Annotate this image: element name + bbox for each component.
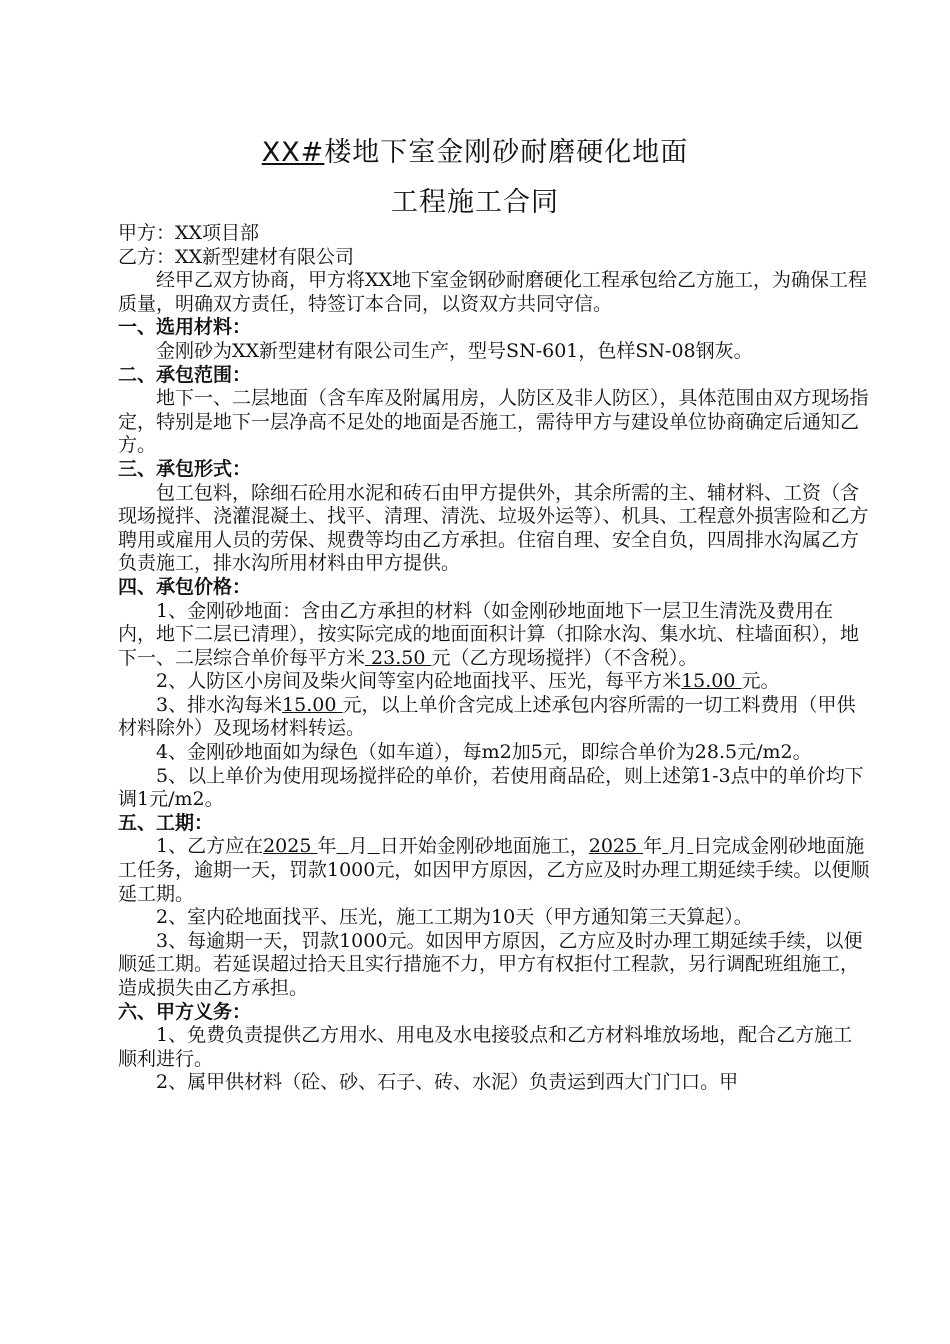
item-text: 元。 (741, 670, 780, 693)
item-text: 年 (317, 835, 337, 858)
item-text: 日开始金刚砂地面施工， (379, 835, 589, 858)
section-3-heading: 三、承包形式： (118, 457, 252, 480)
item-text: 日完成金刚砂地面施工任务，逾期一天，罚款1000元，如因甲方原因，乙方应及时办理工期延续手续。以便顺延工期。 (118, 835, 870, 905)
start-month-blank (337, 835, 349, 857)
item-text: 月 (668, 835, 688, 858)
contract-body (118, 222, 870, 1095)
section-2-text: 地下一、二层地面（含车库及附属用房，人防区及非人防区），具体范围由双方现场指定，特别是地下一层净高不足处的地面是否施工，需待甲方与建设单位协商确定后通知乙方。 (118, 387, 869, 457)
section-4-item-4: 4、金刚砂地面如为绿色（如车道），每m2加5元，即综合单价为28.5元/m2。 (156, 741, 812, 764)
party-b: 乙方：XX新型建材有限公司 (118, 245, 355, 268)
section-4-item-5: 5、以上单价为使用现场搅拌砼的单价，若使用商品砼，则上述第1-3点中的单价均下调1元/m2。 (118, 764, 864, 811)
section-4-item-3 (118, 694, 870, 741)
start-day-blank (368, 835, 380, 857)
end-year: 2025 (588, 835, 644, 858)
section-5-item-3: 3、每逾期一天，罚款1000元。如因甲方原因，乙方应及时办理工期延续手续，以便顺延工期。若延误超过拾天且实行措施不力，甲方有权拒付工程款，另行调配班组施工，造成损失由乙方承担。 (118, 929, 863, 999)
item-text: 1、金刚砂地面：含由乙方承担的材料（如金刚砂地面地下一层卫生清洗及费用在内，地下二层已清理），按实际完成的地面面积计算（扣除水沟、集水坑、柱墙面积），地下一、二层综合单价每平方米 (118, 599, 860, 669)
item-text: 元，以上单价含完成上述承包内容所需的一切工料费用（甲供材料除外）及现场材料转运。 (118, 693, 856, 740)
item-text: 元（乙方现场搅拌）（不含税）。 (431, 646, 698, 669)
unit-price-value: 15.00 (681, 670, 742, 693)
section-5-heading: 五、工期： (118, 811, 214, 834)
section-5-item-2: 2、室内砼地面找平、压光，施工工期为10天（甲方通知第三天算起）。 (156, 906, 753, 929)
section-1-text: 金刚砂为XX新型建材有限公司生产，型号SN-601，色样SN-08钢灰。 (156, 339, 753, 362)
party-a: 甲方：XX项目部 (118, 222, 260, 244)
section-3-text: 包工包料，除细石砼用水泥和砖石由甲方提供外，其余所需的主、辅材料、工资（含现场搅拌、浇灌混凝土、找平、清理、清洗、垃圾外运等）、机具、工程意外损害险和乙方聘用或雇用人员的劳保、规费等均由乙方承担。住宿自理、安全自负，四周排水沟属乙方负责施工，排水沟所用材料由甲方提供。 (118, 481, 869, 575)
section-6-item-1: 1、免费负责提供乙方用水、用电及水电接驳点和乙方材料堆放场地，配合乙方施工顺利进行。 (118, 1024, 853, 1070)
section-4-item-1 (118, 600, 870, 671)
section-6-heading: 六、甲方义务： (118, 1000, 252, 1023)
intro-paragraph: 经甲乙双方协商，甲方将XX地下室金钢砂耐磨硬化工程承包给乙方施工，为确保工程质量，明确双方责任，特签订本合同，以资双方共同守信。 (118, 269, 868, 315)
section-5-item-1 (118, 835, 870, 906)
unit-price-value: 23.50 (365, 646, 432, 669)
section-4-heading: 四、承包价格： (118, 575, 252, 598)
title-line1-text: 楼地下室金刚砂耐磨硬化地面 (324, 137, 689, 168)
section-6-item-2: 2、属甲供材料（砼、砂、石子、砖、水泥）负责运到西大门门口。甲 (156, 1071, 739, 1094)
contract-title-line2: 工程施工合同 (391, 187, 559, 218)
item-text: 月 (348, 835, 368, 858)
item-text: 年 (643, 835, 663, 858)
building-number: XX# (261, 137, 325, 168)
item-text: 1、乙方应在 (156, 835, 264, 858)
section-4-item-2 (118, 670, 870, 694)
contract-title-line1 (0, 130, 950, 169)
item-text: 2、人防区小房间及柴火间等室内砼地面找平、压光，每平方米 (156, 670, 682, 693)
unit-price-value: 15.00 (282, 693, 343, 716)
section-1-heading: 一、选用材料： (118, 316, 252, 339)
start-year: 2025 (263, 835, 318, 858)
item-text: 3、排水沟每米 (156, 693, 283, 716)
section-2-heading: 二、承包范围： (118, 363, 252, 386)
